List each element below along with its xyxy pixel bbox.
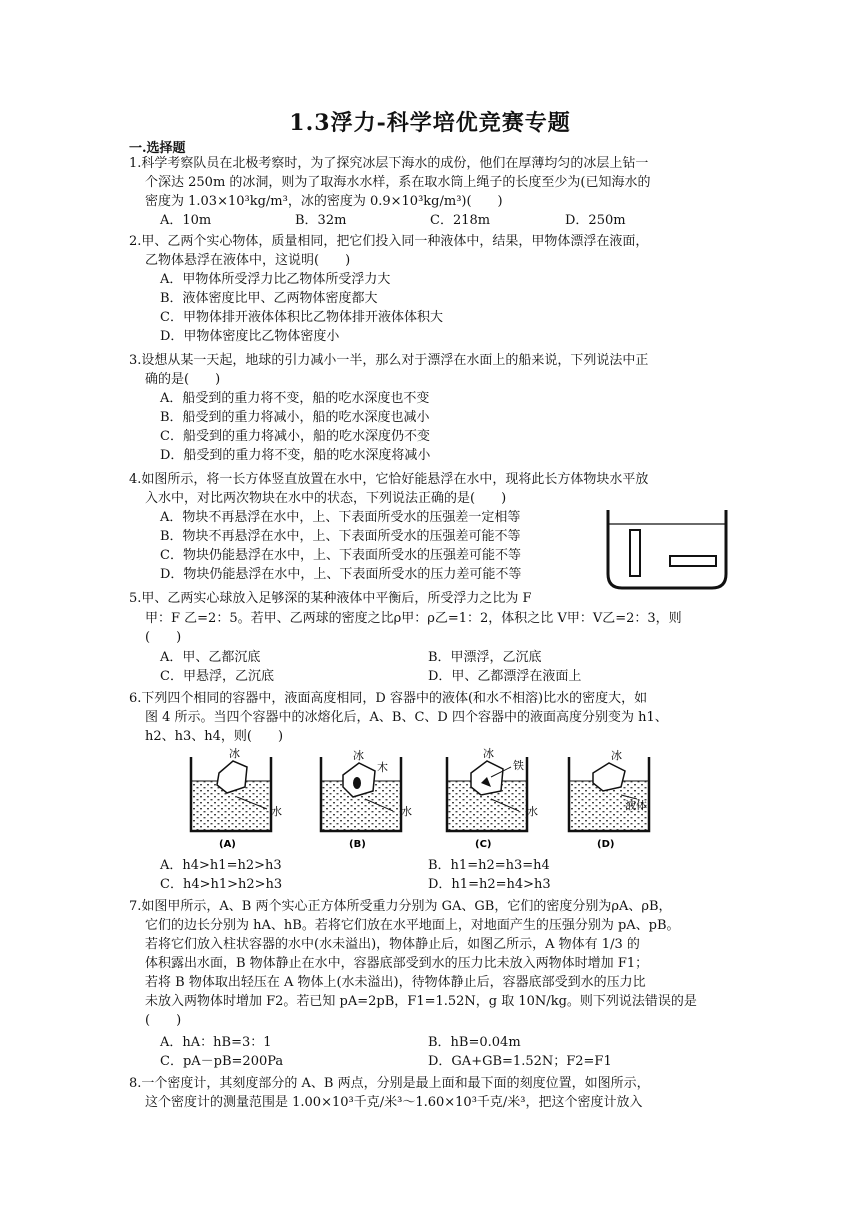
q7-line-4: 体积露出水面，B 物体静止在水中，容器底部受到水的压力比未放入两物体时增加 F1； xyxy=(145,956,649,971)
label-b: (B) xyxy=(349,839,366,850)
q5-option-c: C．甲悬浮，乙沉底 xyxy=(160,669,274,684)
q3-line-1: 3.设想从某一天起，地球的引力减小一半，那么对于漂浮在水面上的船来说，下列说法中正 xyxy=(129,353,649,368)
q5-line-3: ( ) xyxy=(145,630,182,645)
q2-line-2: 乙物体悬浮在液体中，这说明( ) xyxy=(145,253,351,268)
label-ice-d: 冰 xyxy=(611,749,622,762)
q7-option-d: D．GA+GB=1.52N；F2=F1 xyxy=(428,1054,612,1069)
q7-option-c: C．pA－pB=200Pa xyxy=(160,1054,284,1069)
label-wood: 木 xyxy=(377,761,388,774)
q3-option-c: C．船受到的重力将减小，船的吃水深度仍不变 xyxy=(160,429,430,444)
q4-option-d: D．物块仍能悬浮在水中，上、下表面所受水的压力差可能不等 xyxy=(160,567,522,582)
container-b xyxy=(321,748,412,850)
label-liquid: 液体 xyxy=(625,799,647,812)
q1-option-d: D．250m xyxy=(565,213,626,228)
q1-line-2: 个深达 250m 的冰洞，则为了取海水水样，系在取水筒上绳子的长度至少为(已知海水的 xyxy=(145,175,651,190)
label-d: (D) xyxy=(597,839,615,850)
container-a xyxy=(191,747,282,850)
q6-option-c: C．h4>h1>h2>h3 xyxy=(160,877,283,892)
label-ice-b: 冰 xyxy=(353,749,364,762)
section-heading: 一.选择题 xyxy=(129,141,186,156)
q6-line-2: 图 4 所示。当四个容器中的冰熔化后，A、B、C、D 四个容器中的液面高度分别变为 h1、 xyxy=(145,710,668,725)
q7-option-b: B．hB=0.04m xyxy=(428,1035,521,1050)
label-a: (A) xyxy=(219,839,236,850)
q4-container-figure xyxy=(604,506,730,592)
horizontal-block xyxy=(670,556,716,566)
q8-line-2: 这个密度计的测量范围是 1.00×10³千克/米³～1.60×10³千克/米³，把这个密度计放入 xyxy=(145,1095,643,1110)
q6-line-3: h2、h3、h4，则( ) xyxy=(145,729,284,744)
q4-option-c: C．物块仍能悬浮在水中，上、下表面所受水的压强差可能不等 xyxy=(160,548,521,563)
q3-line-2: 确的是( ) xyxy=(145,372,221,387)
q4-line-2: 入水中，对比两次物块在水中的状态，下列说法正确的是( ) xyxy=(145,491,507,506)
q1-line-1: 1.科学考察队员在北极考察时，为了探究冰层下海水的成份，他们在厚薄均匀的冰层上钻一 xyxy=(129,156,649,171)
label-water-c: 水 xyxy=(527,805,538,818)
q5-option-a: A．甲、乙都沉底 xyxy=(160,650,261,665)
container-c xyxy=(447,747,538,850)
q1-option-a: A．10m xyxy=(160,213,212,228)
q7-line-7: ( ) xyxy=(145,1013,182,1028)
q2-option-c: C．甲物体排开液体体积比乙物体排开液体体积大 xyxy=(160,310,443,325)
label-water-b: 水 xyxy=(401,805,412,818)
q6-four-containers-figure xyxy=(185,747,655,852)
q8-line-1: 8.一个密度计，其刻度部分的 A、B 两点，分别是最上面和最下面的刻度位置，如图所示， xyxy=(129,1076,650,1091)
q6-option-a: A．h4>h1=h2>h3 xyxy=(160,858,282,873)
q2-line-1: 2.甲、乙两个实心物体，质量相同，把它们投入同一种液体中，结果，甲物体漂浮在液面， xyxy=(129,234,649,249)
q3-option-a: A．船受到的重力将不变，船的吃水深度也不变 xyxy=(160,391,430,406)
q5-option-d: D．甲、乙都漂浮在液面上 xyxy=(428,669,582,684)
q2-option-a: A．甲物体所受浮力比乙物体所受浮力大 xyxy=(160,272,391,287)
q4-line-1: 4.如图所示，将一长方体竖直放置在水中，它恰好能悬浮在水中，现将此长方体物块水平放 xyxy=(129,472,649,487)
q2-option-d: D．甲物体密度比乙物体密度小 xyxy=(160,329,340,344)
label-iron: 铁 xyxy=(513,759,524,772)
q6-option-d: D．h1=h2=h4>h3 xyxy=(428,877,551,892)
q1-option-c: C．218m xyxy=(430,213,491,228)
q4-option-b: B．物块不再悬浮在水中，上、下表面所受水的压强差可能不等 xyxy=(160,529,521,544)
q7-line-2: 它们的边长分别为 hA、hB。若将它们放在水平地面上，对地面产生的压强分别为 pA、pB。 xyxy=(145,918,680,933)
page-title: 1.3浮力-科学培优竞赛专题 xyxy=(289,110,571,136)
label-c: (C) xyxy=(475,839,492,850)
q7-option-a: A．hA：hB=3：1 xyxy=(160,1035,272,1050)
q7-line-3: 若将它们放入柱状容器的水中(水未溢出)，物体静止后，如图乙所示，A 物体有 1/3 的 xyxy=(145,937,640,952)
q1-line-3: 密度为 1.03×10³kg/m³，冰的密度为 0.9×10³kg/m³)( ) xyxy=(145,194,503,209)
label-ice-a: 冰 xyxy=(229,747,240,760)
q4-option-a: A．物块不再悬浮在水中，上、下表面所受水的压强差一定相等 xyxy=(160,510,521,525)
label-water-a: 水 xyxy=(271,805,282,818)
q3-option-b: B．船受到的重力将减小，船的吃水深度也减小 xyxy=(160,410,430,425)
q5-line-1: 5.甲、乙两实心球放入足够深的某种液体中平衡后，所受浮力之比为 F xyxy=(129,591,532,606)
q7-line-5: 若将 B 物体取出轻压在 A 物体上(水未溢出)，待物体静止后，容器底部受到水的压力比 xyxy=(145,975,646,990)
q5-option-b: B．甲漂浮，乙沉底 xyxy=(428,650,542,665)
q5-line-2: 甲：F 乙=2：5。若甲、乙两球的密度之比ρ甲：ρ乙=1：2，体积之比 V甲：V乙=2：3，则 xyxy=(145,611,682,626)
q1-option-b: B．32m xyxy=(295,213,347,228)
label-ice-c: 冰 xyxy=(483,747,494,760)
q6-line-1: 6.下列四个相同的容器中，液面高度相同，D 容器中的液体(和水不相溶)比水的密度大，如 xyxy=(129,691,648,706)
q7-line-1: 7.如图甲所示，A、B 两个实心正方体所受重力分别为 GA、GB，它们的密度分别为ρA、ρB， xyxy=(129,899,672,914)
q2-option-b: B．液体密度比甲、乙两物体密度都大 xyxy=(160,291,378,306)
q3-option-d: D．船受到的重力将不变，船的吃水深度将减小 xyxy=(160,448,431,463)
container-d xyxy=(569,748,649,850)
vertical-block xyxy=(630,530,640,576)
q6-option-b: B．h1=h2=h3=h4 xyxy=(428,858,550,873)
q7-line-6: 未放入两物体时增加 F2。若已知 pA=2pB，F1=1.52N，g 取 10N/kg。则下列说法错误的是 xyxy=(145,994,697,1009)
